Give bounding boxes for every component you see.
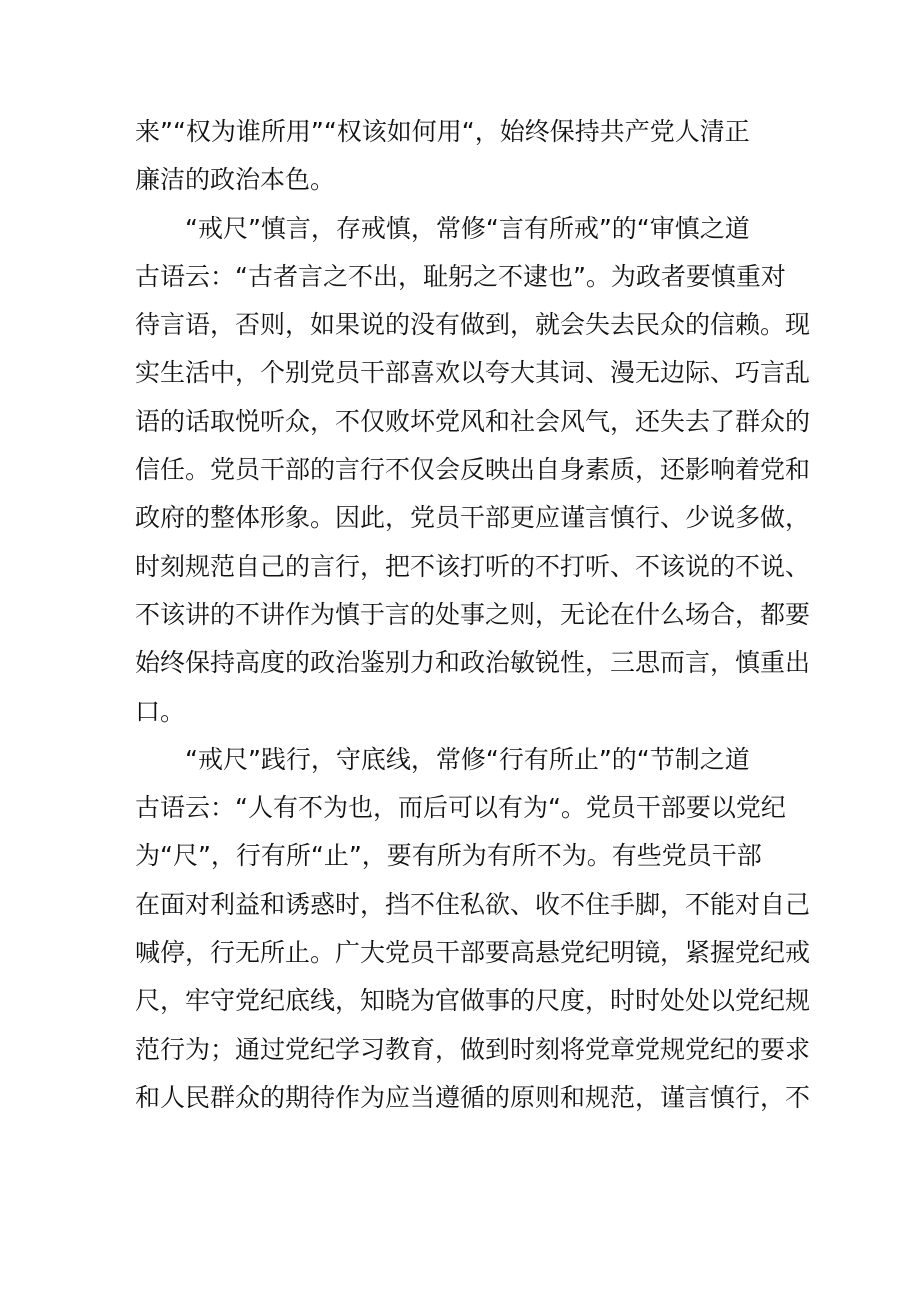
text-line: 喊停，行无所止。广大党员干部要高悬党纪明镜，紧握党纪戒 bbox=[135, 938, 811, 968]
text-line: 待言语，否则，如果说的没有做到，就会失去民众的信赖。现 bbox=[135, 310, 811, 340]
text-line: 和人民群众的期待作为应当遵循的原则和规范，谨言慎行，不 bbox=[135, 1082, 811, 1112]
text-line: 不该讲的不讲作为慎于言的处事之则，无论在什么场合，都要 bbox=[135, 599, 811, 629]
text-line: 时刻规范自己的言行，把不该打听的不打听、不该说的不说、 bbox=[135, 551, 811, 581]
text-line: 为“尺”，行有所“止”，要有所为有所不为。有些党员干部 bbox=[135, 841, 762, 871]
text-line: 语的话取悦听众，不仅败坏党风和社会风气，还失去了群众的 bbox=[135, 406, 811, 436]
text-line: 尺，牢守党纪底线，知晓为官做事的尺度，时时处处以党纪规 bbox=[135, 986, 811, 1016]
text-line: 政府的整体形象。因此，党员干部更应谨言慎行、少说多做， bbox=[135, 503, 811, 533]
text-line: 古语云：“古者言之不出，耻躬之不逮也”。为政者要慎重对 bbox=[135, 261, 786, 291]
text-line: “戒尺”践行，守底线，常修“行有所止”的“节制之道 bbox=[135, 744, 750, 774]
body-text bbox=[135, 108, 811, 1122]
text-line: 范行为；通过党纪学习教育，做到时刻将党章党规党纪的要求 bbox=[135, 1034, 811, 1064]
text-line: 实生活中，个别党员干部喜欢以夸大其词、漫无边际、巧言乱 bbox=[135, 358, 811, 388]
text-line: 信任。党员干部的言行不仅会反映出自身素质，还影响着党和 bbox=[135, 455, 811, 485]
text-line: “戒尺”慎言，存戒慎，常修“言有所戒”的“审慎之道 bbox=[135, 213, 750, 243]
text-line: 在面对利益和诱惑时，挡不住私欲、收不住手脚，不能对自己 bbox=[135, 889, 811, 919]
text-line: 口。 bbox=[135, 696, 186, 726]
text-line: 古语云：“人有不为也，而后可以有为“。党员干部要以党纪 bbox=[135, 793, 786, 823]
text-line: 廉洁的政治本色。 bbox=[135, 165, 336, 195]
text-line: 来”“权为谁所用”“权该如何用“，始终保持共产党人清正 bbox=[135, 117, 750, 146]
text-line: 始终保持高度的政治鉴别力和政治敏锐性，三思而言，慎重出 bbox=[135, 648, 811, 678]
